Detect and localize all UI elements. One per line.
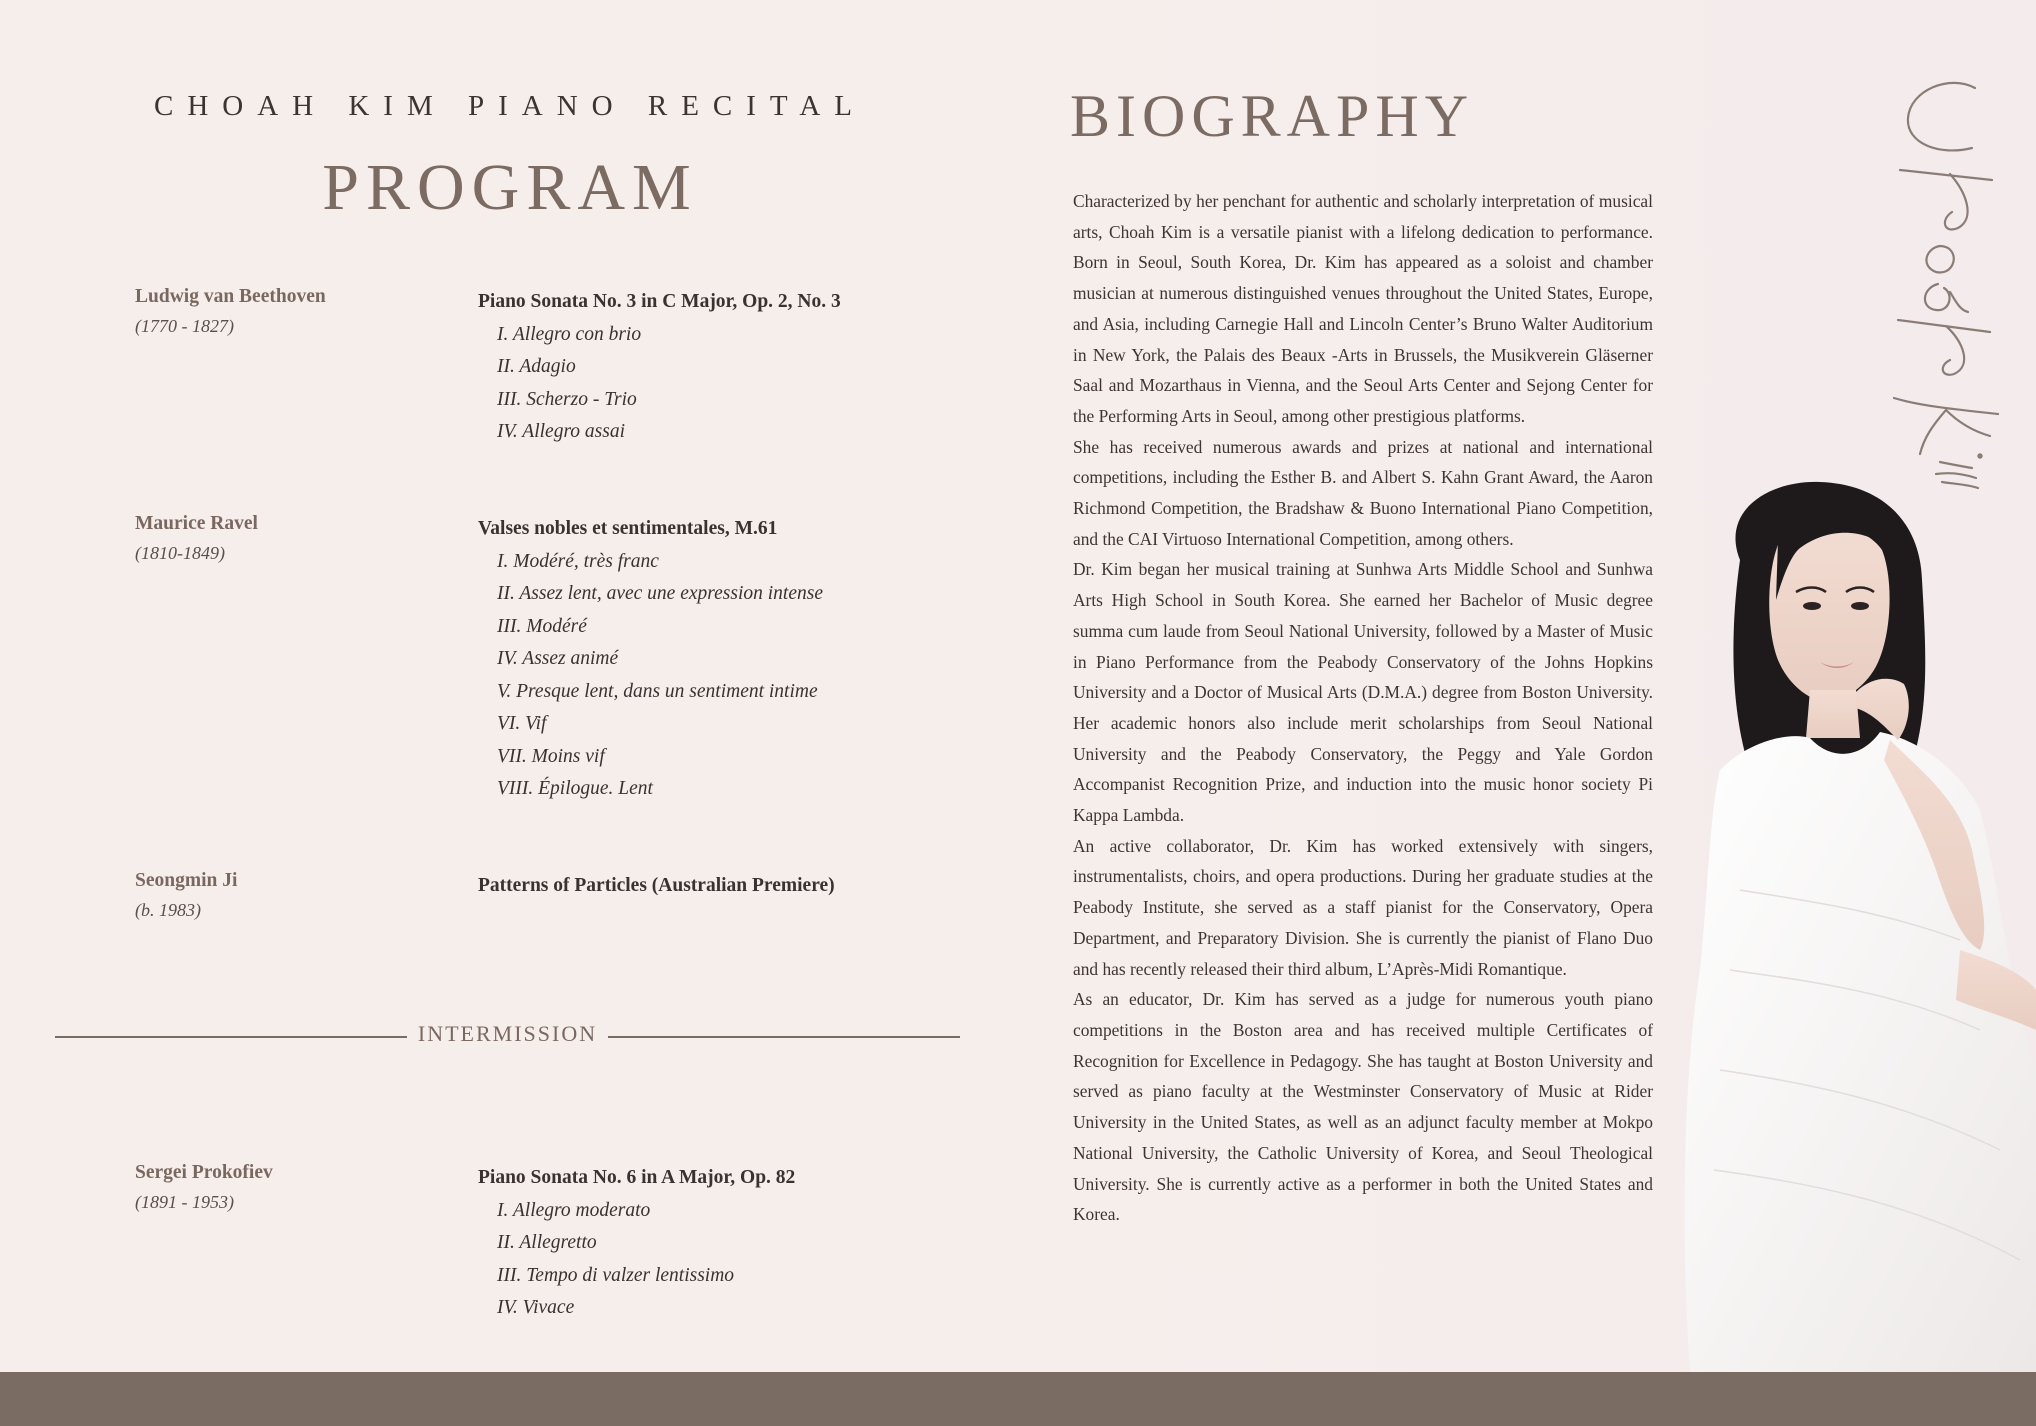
bio-paragraph: Characterized by her penchant for authentic and scholarly interpretation of musical arts, Choah Kim is a versatile pianist with a lifelong dedication to performance. Born in Seoul, South Korea, Dr. Kim has appeared as a soloist and chamber musician at numerous distinguished venues throughout the United States, Europe, and Asia, including Carnegie Hall and Lincoln Center’s Bruno Walter Auditorium in New York, the Palais des Beaux -Arts in Brussels, the Musikverein Gläserner Saal and Mozarthaus in Vienna, and the Seoul Arts Center and Sejong Center for the Performing Arts in Seoul, among other prestigious platforms.: [1073, 191, 1653, 426]
intermission-divider: [55, 1021, 960, 1051]
bio-paragraph: Dr. Kim began her musical training at Sunhwa Arts Middle School and Sunhwa Arts High School in South Korea. She earned her Bachelor of Music degree summa cum laude from Seoul National University, followed by a Master of Music in Piano Performance from the Peabody Conservatory of the Johns Hopkins University and a Doctor of Musical Arts (D.M.A.) degree from Boston University. Her academic honors also include merit scholarships from Seoul National University and the Peabody Conservatory, the Peggy and Yale Gordon Accompanist Recognition Prize, and induction into the music honor society Pi Kappa Lambda.: [1073, 559, 1653, 826]
movement: II. Allegretto: [497, 1232, 597, 1253]
movement: IV. Assez animé: [497, 648, 619, 669]
movement: VII. Moins vif: [497, 745, 605, 767]
composer-dates: (1891 - 1953): [135, 1192, 234, 1212]
movement: I. Allegro con brio: [497, 323, 642, 345]
bio-paragraph: An active collaborator, Dr. Kim has worked extensively with singers, instrumentalists, choirs, and opera productions. During her graduate studies at the Peabody Institute, she served as a staff pianist for the Conservatory, Opera Department, and Preparatory Division. She is currently the pianist of Flano Duo and has recently released their third album, L’Après-Midi Romantique.: [1073, 835, 1653, 979]
work-block: [478, 286, 958, 449]
signature-image: [1880, 70, 2010, 490]
composer-name: Seongmin Ji: [135, 870, 238, 891]
composer-dates: (1770 - 1827): [135, 316, 234, 336]
work-title: Valses nobles et sentimentales, M.61: [478, 518, 778, 539]
work-title: Patterns of Particles (Australian Premiere): [478, 875, 835, 896]
work-title: Piano Sonata No. 6 in A Major, Op. 82: [478, 1167, 796, 1188]
movement: III. Scherzo - Trio: [497, 388, 637, 410]
movement: III. Modéré: [497, 615, 587, 637]
movement: I. Modéré, très franc: [497, 550, 659, 572]
movement: II. Assez lent, avec une expression intense: [497, 583, 823, 604]
movement: I. Allegro moderato: [497, 1199, 651, 1221]
work-block: [478, 1162, 958, 1325]
movement: IV. Vivace: [497, 1297, 575, 1318]
movement: VIII. Épilogue. Lent: [497, 778, 653, 799]
composer-name: Sergei Prokofiev: [135, 1162, 273, 1183]
biography-text: [1073, 186, 1653, 1230]
bottom-bar: [0, 1372, 2036, 1426]
program-title: PROGRAM: [322, 151, 698, 224]
movement: II. Adagio: [497, 356, 576, 377]
composer-name: Maurice Ravel: [135, 513, 258, 534]
divider-line: [608, 1036, 960, 1038]
work-title: Piano Sonata No. 3 in C Major, Op. 2, No. 3: [478, 291, 841, 312]
movement: IV. Allegro assai: [497, 421, 626, 442]
bio-paragraph: As an educator, Dr. Kim has served as a judge for numerous youth piano competitions in the Boston area and has received multiple Certificates of Recognition for Excellence in Pedagogy. She has taught at Boston University and served as piano faculty at the Westminster Conservatory of Music at Rider University in the United States, as well as an adjunct faculty member at Mokpo National University, the Catholic University of Korea, and Seoul Theological University. She is currently active as a performer in both the United States and Korea.: [1073, 989, 1653, 1225]
bio-paragraph: She has received numerous awards and prizes at national and international competitions, including the Esther B. and Albert S. Kahn Grant Award, the Aaron Richmond Competition, the Bradshaw & Buono International Piano Competition, and the CAI Virtuoso International Competition, among others.: [1073, 436, 1653, 549]
work-block: [478, 870, 958, 903]
composer-dates: (1810-1849): [135, 543, 225, 563]
movement: V. Presque lent, dans un sentiment intime: [497, 680, 818, 702]
movement: III. Tempo di valzer lentissimo: [497, 1264, 735, 1286]
biography-title: BIOGRAPHY: [1070, 83, 1475, 149]
recital-title: CHOAH KIM PIANO RECITAL: [154, 90, 866, 122]
composer-dates: (b. 1983): [135, 900, 201, 920]
work-block: [478, 513, 958, 806]
portrait-photo: [1660, 470, 2036, 1372]
movement: VI. Vif: [497, 713, 547, 734]
intermission-label: INTERMISSION: [417, 1021, 598, 1046]
composer-name: Ludwig van Beethoven: [135, 286, 326, 307]
